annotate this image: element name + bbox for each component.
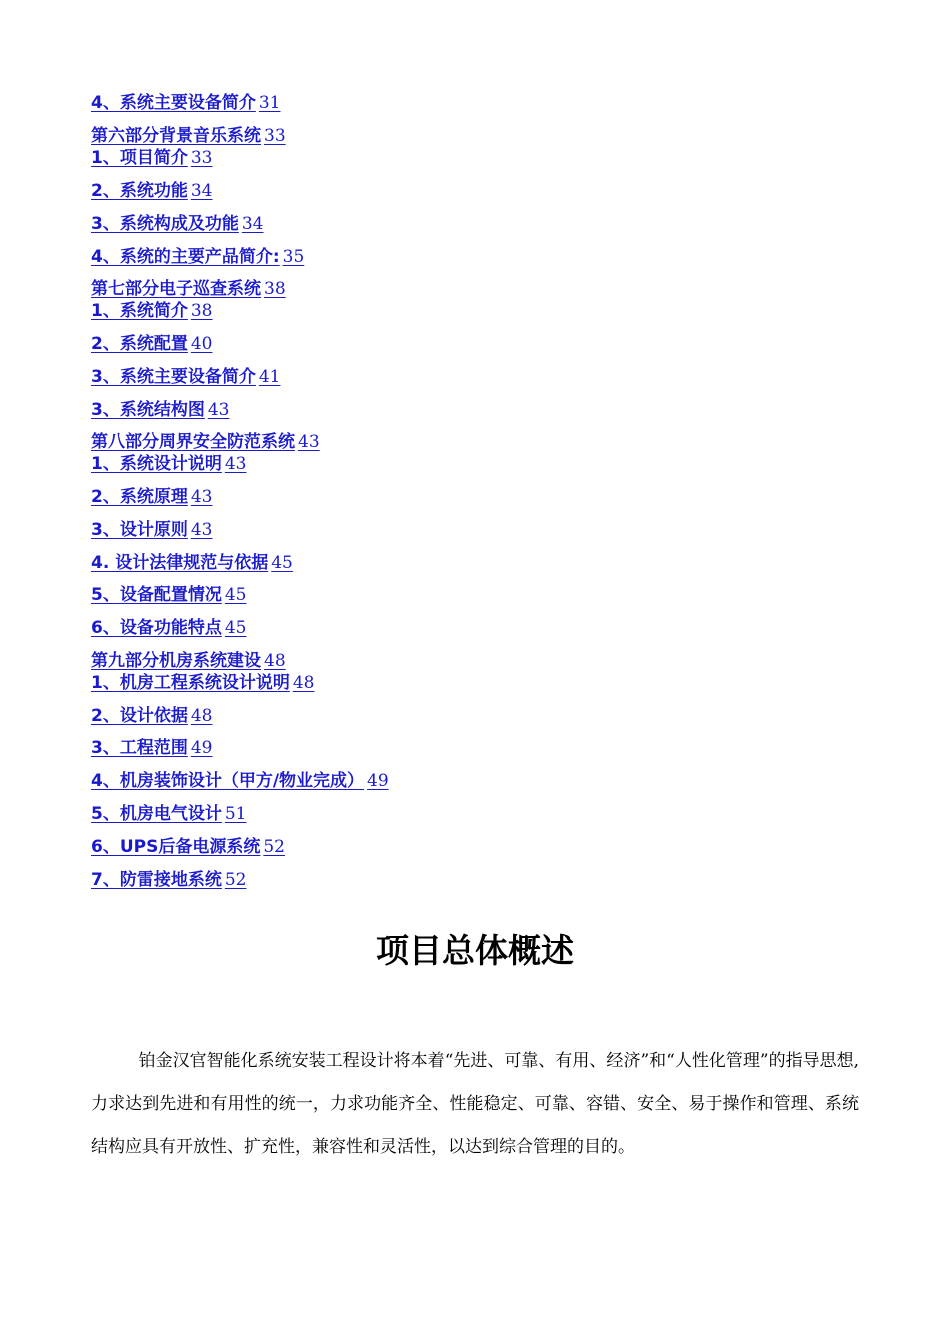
toc-entry-page: 41 [258, 367, 281, 387]
toc-entry-title: 2、系统原理 [91, 487, 188, 507]
toc-entry[interactable] [91, 332, 212, 356]
toc-entry-page: 52 [263, 837, 285, 857]
toc-entry-title: 2、系统功能 [91, 181, 188, 201]
toc-entry[interactable] [91, 452, 246, 476]
toc-entry-page: 43 [190, 520, 213, 540]
toc-entry-page: 38 [264, 279, 286, 299]
toc-entry-title: 3、设计原则 [91, 520, 188, 540]
toc-entry-page: 38 [190, 301, 213, 321]
toc-entry[interactable] [91, 835, 285, 859]
toc-entry-page: 45 [271, 553, 293, 573]
toc-entry[interactable] [91, 124, 286, 148]
toc-entry-title: 4、机房装饰设计（甲方/物业完成） [91, 771, 365, 791]
toc-entry[interactable] [91, 583, 246, 607]
toc-entry-title: 3、系统结构图 [91, 400, 205, 420]
toc-entry[interactable] [91, 671, 314, 695]
toc-entry-title: 5、机房电气设计 [91, 804, 222, 824]
toc-entry-page: 33 [264, 126, 286, 146]
toc-entry-title: 6、设备功能特点 [91, 618, 222, 638]
toc-entry-title: 6、UPS后备电源系统 [91, 837, 261, 857]
toc-entry-page: 31 [258, 93, 281, 113]
toc-entry-page: 48 [190, 706, 213, 726]
toc-entry[interactable] [91, 365, 280, 389]
toc-entry-page: 43 [190, 487, 213, 507]
toc-entry-page: 49 [190, 738, 213, 758]
toc-entry-title: 3、系统构成及功能 [91, 214, 239, 234]
toc-entry-title: 第九部分机房系统建设 [91, 651, 261, 671]
toc-entry-title: 2、设计依据 [91, 706, 188, 726]
toc-entry-page: 40 [190, 334, 213, 354]
toc-entry-title: 1、机房工程系统设计说明 [91, 673, 290, 693]
toc-entry-page: 48 [264, 651, 286, 671]
toc-entry[interactable] [91, 649, 286, 673]
toc-entry-title: 第七部分电子巡查系统 [91, 279, 261, 299]
toc-entry-title: 3、系统主要设备简介 [91, 367, 256, 387]
toc-entry[interactable] [91, 245, 304, 269]
toc-entry-title: 4. 设计法律规范与依据 [91, 553, 269, 573]
toc-entry-page: 35 [282, 247, 305, 267]
toc-entry-title: 4、系统主要设备简介 [91, 93, 256, 113]
toc-entry-title: 1、系统设计说明 [91, 454, 222, 474]
toc-entry-page: 45 [224, 585, 247, 605]
toc-entry-title: 7、防雷接地系统 [91, 870, 222, 890]
toc-entry[interactable] [91, 212, 263, 236]
toc-entry[interactable] [91, 551, 293, 575]
toc-entry-page: 48 [292, 673, 315, 693]
toc-entry[interactable] [91, 299, 212, 323]
toc-entry-page: 34 [241, 214, 264, 234]
toc-entry[interactable] [91, 616, 246, 640]
toc-entry-title: 1、系统简介 [91, 301, 188, 321]
toc-entry-title: 第六部分背景音乐系统 [91, 126, 261, 146]
toc-entry[interactable] [91, 146, 212, 170]
toc-entry-title: 3、工程范围 [91, 738, 188, 758]
toc-entry-page: 43 [224, 454, 247, 474]
toc-entry[interactable] [91, 398, 229, 422]
toc-entry-page: 43 [207, 400, 230, 420]
toc-entry[interactable] [91, 802, 246, 826]
toc-entry[interactable] [91, 91, 280, 115]
toc-entry-page: 52 [224, 870, 247, 890]
section-heading: 项目总体概述 [376, 931, 574, 970]
toc-entry-page: 49 [367, 771, 389, 791]
toc-entry-title: 5、设备配置情况 [91, 585, 222, 605]
toc-entry-page: 34 [190, 181, 213, 201]
toc-entry[interactable] [91, 736, 212, 760]
toc-entry-title: 第八部分周界安全防范系统 [91, 432, 295, 452]
toc-entry-page: 43 [298, 432, 320, 452]
toc-entry[interactable] [91, 277, 286, 301]
toc-entry-page: 51 [224, 804, 247, 824]
toc-entry-page: 33 [190, 148, 213, 168]
toc-entry-title: 1、项目简介 [91, 148, 188, 168]
toc-entry[interactable] [91, 769, 389, 793]
toc-entry[interactable] [91, 485, 212, 509]
toc-entry[interactable] [91, 518, 212, 542]
toc-entry[interactable] [91, 868, 246, 892]
toc-entry[interactable] [91, 704, 212, 728]
toc-entry-title: 4、系统的主要产品简介: [91, 247, 280, 267]
toc-entry-page: 45 [224, 618, 247, 638]
toc-entry[interactable] [91, 430, 320, 454]
toc-entry[interactable] [91, 179, 212, 203]
toc-entry-title: 2、系统配置 [91, 334, 188, 354]
body-paragraph: 铂金汉官智能化系统安装工程设计将本着“先进、可靠、有用、经济”和“人性化管理”的指导思想,力求达到先进和有用性的统一，力求功能齐全、性能稳定、可靠、容错、安全、易于操作和管理、系统结构应具有开放性、扩充性，兼容性和灵活性，以达到综合管理的目的。 [91, 1051, 859, 1157]
